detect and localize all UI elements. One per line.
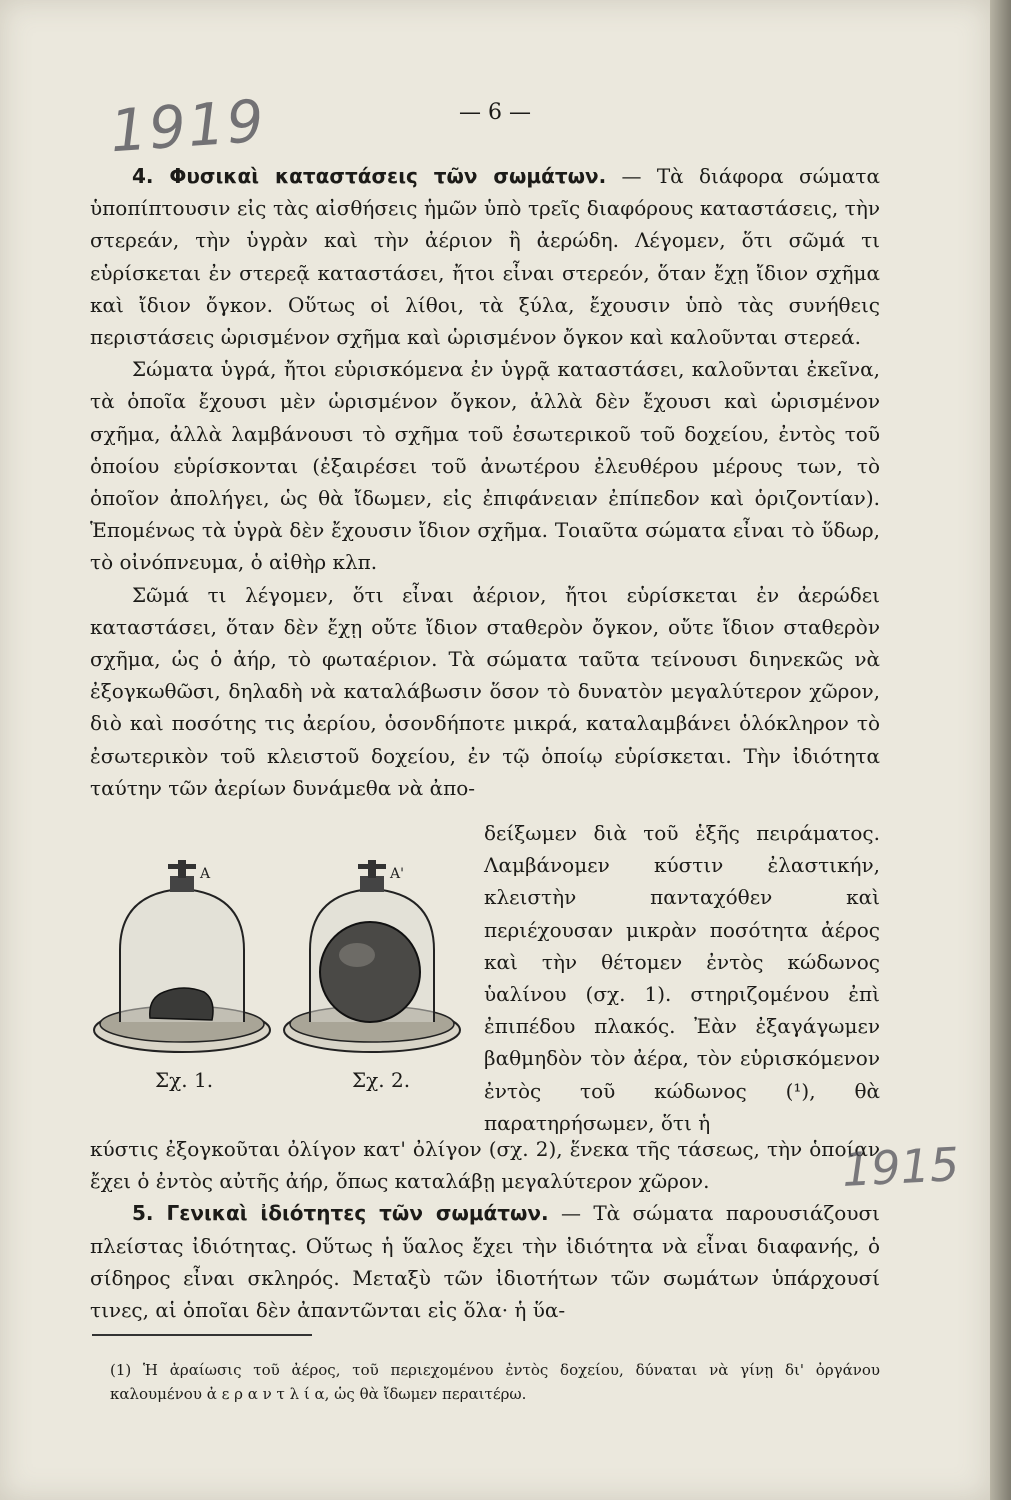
section-4-para-2: Σώματα ὑγρά, ἤτοι εὑρισκόμενα ἐν ὑγρᾷ καταστάσει, καλοῦνται ἐκεῖνα, τὰ ὁποῖα ἔχουσι μὲν ὡρισμένον ὄγκον, ἀλλὰ δὲν ἔχουσι καὶ ὡρισμένον σχῆμα, ἀλλὰ λαμβάνουσι τὸ σχῆμα τοῦ ἐσωτερικοῦ τοῦ δοχείου, ἐντὸς τοῦ ὁποίου εὑρίσκονται (ἐξαιρέσει τοῦ ἀνωτέρου ἐλευθέρου μέρους των, τὸ ὁποῖον ἀπολήγει, ὡς θὰ ἴδωμεν, εἰς ἐπιφάνειαν ἐπίπεδον καὶ ὁριζοντίαν). Ἑπομένως τὰ ὑγρὰ δὲν ἔχουσιν ἴδιον σχῆμα. Τοιαῦτα σώματα εἶναι τὸ ὕδωρ, τὸ οἰνόπνευμα, ὁ αἰθὴρ κλπ. — [90, 357, 880, 575]
pencil-annotation-top: 1919 — [107, 86, 268, 166]
bell-jar-fig-2 — [284, 860, 460, 1052]
section-4-float-text: δείξωμεν διὰ τοῦ ἑξῆς πειράματος. Λαμβάνομεν κύστιν ἐλαστικήν, κλειστὴν πανταχόθεν καὶ περιέχουσαν μικρὰν ποσότητα ἀέρος καὶ τὴν θέτομεν ἐντὸς κώδωνος ὑαλίνου (σχ. 1). στηριζομένου ἐπὶ ἐπιπέδου πλακός. Ἐὰν ἐξαγάγωμεν βαθμηδὸν τὸν ἀέρα, τὸν εὑρισκόμενον ἐντὸς τοῦ κώδωνος (¹), θὰ παρατηρήσωμεν, ὅτι ἡ — [484, 821, 880, 1135]
section-4-para-3-end: κύστις ἐξογκοῦται ὀλίγον κατ' ὀλίγον (σχ. 2), ἕνεκα τῆς τάσεως, τὴν ὁποίαν ἔχει ὁ ἐντὸς αὐτῆς ἀήρ, ὅπως καταλάβῃ μεγαλύτερον χῶρον. — [90, 1137, 880, 1194]
fig-2-caption: Σχ. 2. — [352, 1068, 411, 1092]
section-4-end — [90, 1133, 880, 1326]
page-number: — 6 — — [459, 100, 531, 125]
section-5-para-1: 5. Γενικαὶ ἰδιότητες τῶν σωμάτων. — Τὰ σώματα παρουσιάζουσι πλείστας ἰδιότητας. Οὕτως ἡ ὕαλος ἔχει τὴν ἰδιότητα νὰ εἶναι διαφανής, ὁ σίδηρος εἶναι σκληρός. Μεταξὺ τῶν ἰδιοτήτων τῶν σωμάτων ὑπάρχουσί τινες, αἱ ὁποῖαι δὲν ἀπαντῶνται εἰς ὅλα· ἡ ὕα- — [90, 1201, 880, 1323]
bell-jar-figures — [92, 850, 462, 1100]
section-5-heading: 5. Γενικαὶ ἰδιότητες τῶν σωμάτων. — [132, 1201, 549, 1226]
footnote-divider — [92, 1334, 312, 1336]
fig-2-label: A' — [390, 866, 404, 882]
pencil-annotation-bottom: 1915 — [840, 1136, 961, 1198]
bell-jar-fig-1 — [94, 860, 270, 1052]
fig-1-caption: Σχ. 1. — [155, 1068, 214, 1092]
book-spine — [990, 0, 1011, 1500]
section-4-para-1: 4. Φυσικαὶ καταστάσεις τῶν σωμάτων. — Τὰ διάφορα σώματα ὑποπίπτουσιν εἰς τὰς αἰσθήσεις ἡμῶν ὑπὸ τρεῖς διαφόρους καταστάσεις, τὴν στερεάν, τὴν ὑγρὰν καὶ τὴν ἀέριον ἢ ἀερώδη. Λέγομεν, ὅτι σῶμά τι εὑρίσκεται ἐν στερεᾷ καταστάσει, ἤτοι εἶναι στερεόν, ὅταν ἔχῃ ἴδιον σχῆμα καὶ ἴδιον ὄγκον. Οὕτως οἱ λίθοι, τὰ ξύλα, ἔχουσιν ὑπὸ τὰς συνήθεις περιστάσεις ὡρισμένον σχῆμα καὶ ὡρισμένον ὄγκον καὶ καλοῦνται στερεά. — [90, 164, 880, 350]
fig-1-label: A — [200, 866, 211, 882]
section-4-main — [90, 160, 880, 804]
bell-jar-illustration — [92, 850, 462, 1070]
footnote: (1) Ἡ ἀραίωσις τοῦ ἀέρος, τοῦ περιεχομένου ἐντὸς δοχείου, δύναται νὰ γίνῃ δι' ὀργάνου καλουμένου ἀ ε ρ α ν τ λ ί α, ὡς θὰ ἴδωμεν περαιτέρω. — [110, 1361, 880, 1403]
section-4-heading: 4. Φυσικαὶ καταστάσεις τῶν σωμάτων. — [132, 164, 607, 188]
section-4-para-3: Σῶμά τι λέγομεν, ὅτι εἶναι ἀέριον, ἤτοι εὑρίσκεται ἐν ἀερώδει καταστάσει, ὅταν δὲν ἔχῃ οὔτε ἴδιον σταθερὸν ὄγκον, οὔτε ἴδιον σταθερὸν σχῆμα, ὡς ὁ ἀήρ, τὸ φωταέριον. Τὰ σώματα ταῦτα τείνουσι διηνεκῶς νὰ ἐξογκωθῶσι, δηλαδὴ νὰ καταλάβωσιν ὅσον τὸ δυνατὸν μεγαλύτερον χῶρον, διὸ καὶ ποσότης τις ἀερίου, ὁσονδήποτε μικρά, καταλαμβάνει ὁλόκληρον τὸ ἐσωτερικὸν τοῦ κλειστοῦ δοχείου, ἐν τῷ ὁποίῳ εὑρίσκεται. Τὴν ἰδιότητα ταύτην τῶν ἀερίων δυνάμεθα νὰ ἀπο- — [90, 582, 880, 800]
